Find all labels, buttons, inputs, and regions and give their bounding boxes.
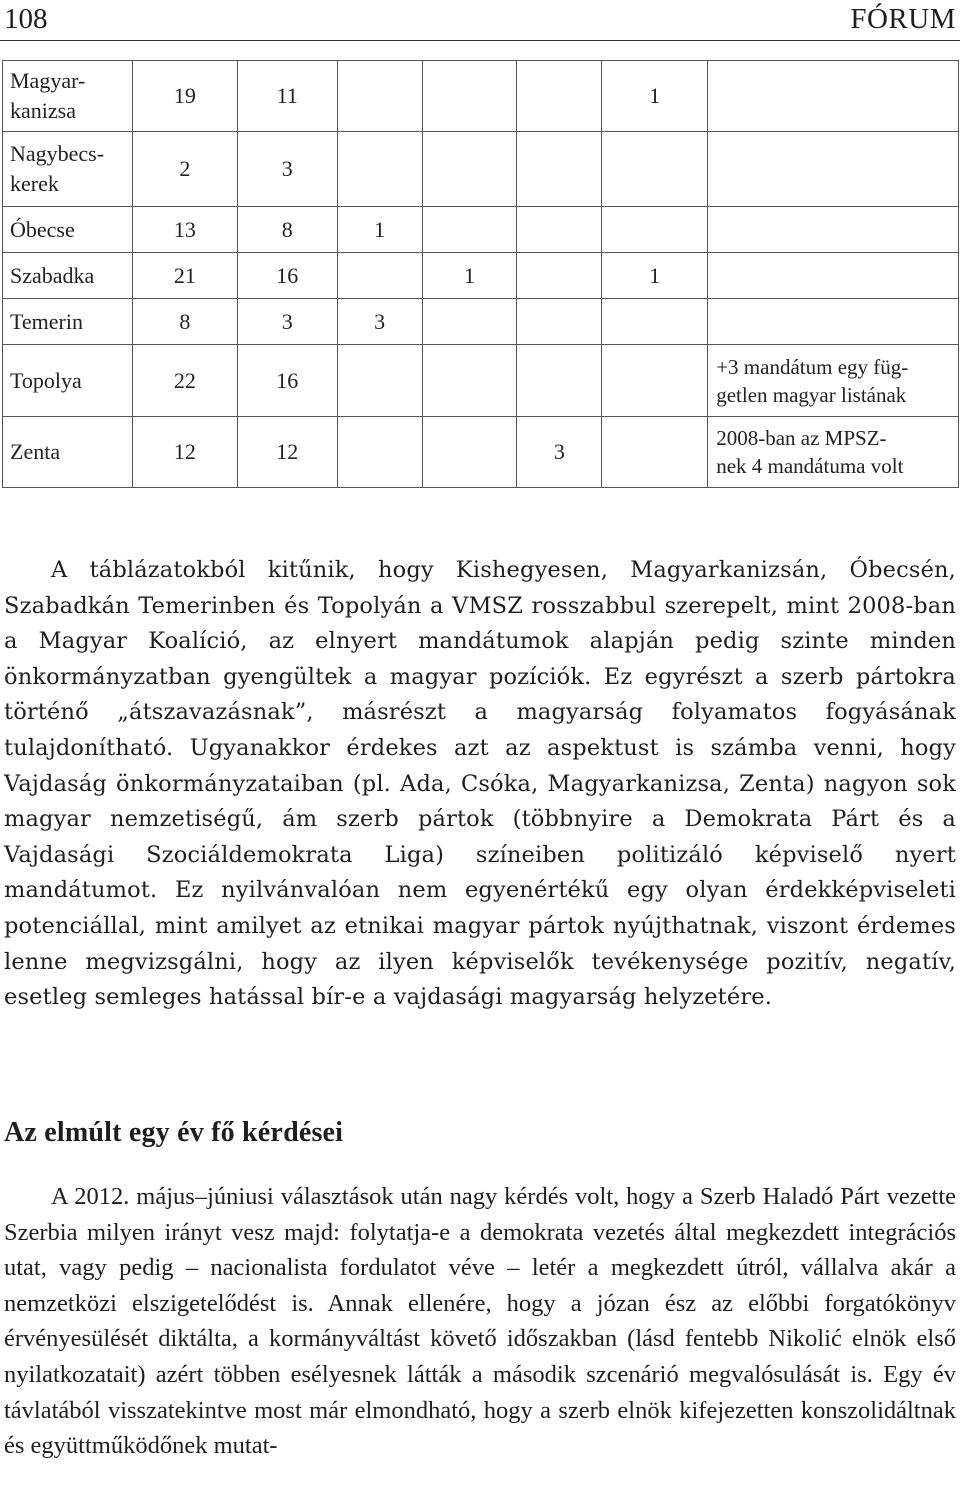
note-cell: 2008-ban az MPSZ- nek 4 mandátuma volt [708,417,959,488]
body-paragraph: A táblázatokból kitűnik, hogy Kishegyesen, Magyarkanizsán, Óbecsén, Szabadkán Temerinben és Topolyán a VMSZ rosszabbul szerepelt, mint 2008-ban a Magyar Koalíció, az elnyert mandátumok alapján pedig szinte minden önkormányzatban gyengültek a magyar pozíciók. Ez egyrészt a szerb pártokra történő „átszavazásnak”, másrészt a magyarság folyamatos fogyásának tulajdonítható. Ugyanakkor érdekes azt az aspektust is számba venni, hogy Vajdaság önkormányzataiban (pl. Ada, Csóka, Magyarkanizsa, Zenta) nagyon sok magyar nemzetiségű, ám szerb pártok (többnyire a Demokrata Párt és a Vajdasági Szociáldemokrata Liga) színeiben politizáló képviselő nyert mandátumot. Ez nyilvánvalóan nem egyenértékű egy olyan érdekképviseleti potenciállal, mint amilyet az etnikai magyar pártok nyújthatnak, viszont érdemes lenne megvizsgálni, hogy az ilyen képviselők tevékenysége pozitív, negatív, esetleg semleges hatással bír-e a vajdasági magyarság helyzetére. [4,557,956,1011]
table-cell: 8 [132,299,237,345]
municipality-cell: Zenta [3,417,133,488]
table-cell [422,132,517,207]
municipality-cell: Óbecse [3,207,133,253]
table-cell [517,345,602,417]
table-cell: 3 [337,299,422,345]
table-cell: 1 [422,253,517,299]
table-row [3,417,959,488]
table-cell [337,132,422,207]
municipality-cell: Szabadka [3,253,133,299]
table-cell [422,417,517,488]
table-cell [517,253,602,299]
table-cell: 3 [517,417,602,488]
section-heading: Az elmúlt egy év fő kérdései [4,1117,344,1148]
table-cell [517,299,602,345]
table-cell: 16 [237,345,337,417]
table-row [3,253,959,299]
table-cell: 13 [132,207,237,253]
note-cell: +3 mandátum egy füg- getlen magyar listának [708,345,959,417]
table-cell: 12 [237,417,337,488]
municipality-cell: Temerin [3,299,133,345]
table-cell [337,61,422,132]
table-cell [422,299,517,345]
table-cell: 19 [132,61,237,132]
note-cell [708,207,959,253]
table-cell [422,207,517,253]
table-cell: 1 [602,61,708,132]
table-cell [422,345,517,417]
note-cell [708,253,959,299]
table-cell: 3 [237,132,337,207]
table-cell: 3 [237,299,337,345]
note-cell [708,299,959,345]
table-cell [422,61,517,132]
municipality-cell: Topolya [3,345,133,417]
table-cell: 8 [237,207,337,253]
table-cell [517,207,602,253]
election-results-table [2,60,959,488]
table-cell: 1 [337,207,422,253]
table-row [3,61,959,132]
municipality-cell: Nagybecs- kerek [3,132,133,207]
table-cell [602,299,708,345]
table-cell [517,132,602,207]
page-header [0,0,960,41]
table-cell: 22 [132,345,237,417]
table-cell [602,207,708,253]
table-row [3,132,959,207]
municipality-cell: Magyar- kanizsa [3,61,133,132]
table-cell [337,345,422,417]
table-cell: 2 [132,132,237,207]
table-cell [602,345,708,417]
page-number: 108 [4,3,48,35]
table-cell [337,417,422,488]
table-cell [602,417,708,488]
table-row [3,207,959,253]
journal-title: FÓRUM [850,3,956,35]
note-cell [708,61,959,132]
note-cell [708,132,959,207]
table-cell [337,253,422,299]
table-cell [602,132,708,207]
table-cell: 1 [602,253,708,299]
table-row [3,345,959,417]
table-cell: 11 [237,61,337,132]
table-cell: 12 [132,417,237,488]
table-cell [517,61,602,132]
table-cell: 21 [132,253,237,299]
body-paragraph: A 2012. május–júniusi választások után nagy kérdés volt, hogy a Szerb Haladó Párt vezette Szerbia milyen irányt vesz majd: folytatja-e a demokrata vezetés által megkezdett integrációs utat, vagy pedig – nacionalista fordulatot véve – letér a megkezdett útról, vállalva akár a nemzetközi elszigetelődést is. Annak ellenére, hogy a józan ész az előbbi forgatókönyv érvényesülését diktálta, a kormányváltást követő időszakban (lásd fentebb Nikolić elnök első nyilatkozatait) azért többen esélyesnek látták a második szcenárió megvalósulását is. Egy év távlatából visszatekintve most már elmondható, hogy a szerb elnök kifejezetten konszolidáltnak és együttműködőnek mutat- [4,1183,956,1460]
table-cell: 16 [237,253,337,299]
table-row [3,299,959,345]
